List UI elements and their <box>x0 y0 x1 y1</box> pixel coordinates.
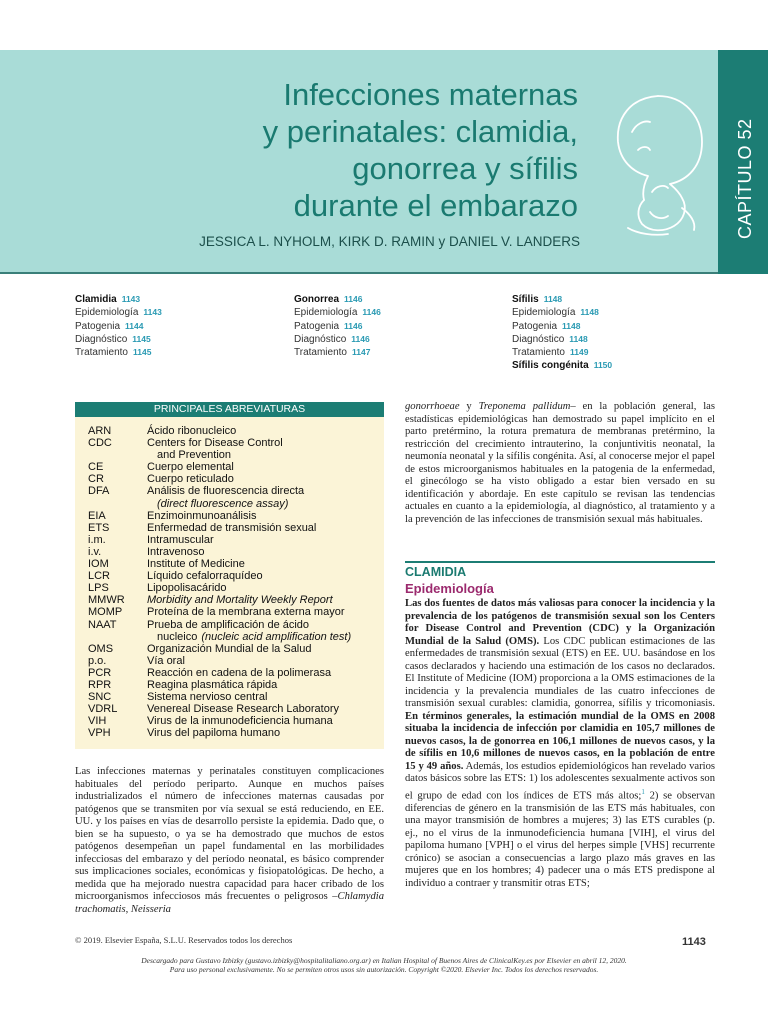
abbreviation-row <box>88 485 378 497</box>
title-line: y perinatales: clamidia, <box>262 114 578 149</box>
abbreviation-row <box>88 473 378 485</box>
download-line: Descargado para Gustavo Izbizky (gustavo.izbizky@hospitalitaliano.org.ar) en Italian Hospital of Buenos Aires de ClinicalKey.es por Elsevier en abril 12, 2020. <box>141 956 627 965</box>
intro-conj: y <box>459 401 479 412</box>
toc-entry[interactable] <box>512 359 612 372</box>
toc-entry[interactable] <box>294 293 381 306</box>
abbreviation-row <box>88 522 378 534</box>
abbreviation-row <box>88 570 378 582</box>
toc-entry[interactable] <box>75 306 162 319</box>
abbreviation-definition-text: Vía oral <box>147 654 185 667</box>
banner-rule <box>0 272 718 274</box>
abbreviation-row <box>88 594 378 606</box>
abbreviation-definition <box>147 679 378 691</box>
chapter-authors: JESSICA L. NYHOLM, KIRK D. RAMIN y DANIEL V. LANDERS <box>199 234 580 249</box>
abbreviation-code: CDC <box>88 437 112 450</box>
abbreviation-code: p.o. <box>88 654 107 667</box>
abbreviation-definition <box>147 473 378 485</box>
abbreviation-definition-text: Lipopolisacárido <box>147 582 227 595</box>
abbreviation-definition-text: Venereal Disease Research Laboratory <box>147 703 340 716</box>
toc-page: 1143 <box>143 307 162 318</box>
toc-column-sifilis <box>512 293 612 373</box>
toc-page: 1147 <box>351 347 371 358</box>
abbreviation-definition <box>147 522 378 534</box>
toc-label: Gonorrea <box>294 294 340 305</box>
abbreviation-row <box>88 425 378 437</box>
page-number: 1143 <box>682 936 706 948</box>
intro-text: Las infecciones maternas y perinatales constituyen complicaciones habituales del período periparto. Aunque en muchos países industrializados el número de infecciones maternas causadas por patógenos que se transmiten por vía sexual se está reduciendo, en EE. UU. y los países en vías de desarrollo persiste la epidemia. Dado que, o bien se ha supuesto, o ya se ha demostrado que muchos de estos patógenos desempeñan un papel fundamental en las morbilidades infecciosas del embarazo y del período neonatal, es básico comprender sus implicaciones sociales, económicas y fisiopatológicas. De hecho, a medida que ha mejorado nuestra capacidad para hacer cribado de los microorganismos infecciosos más frecuentes o peligrosos – <box>75 766 384 902</box>
abbreviation-code: LCR <box>88 570 111 583</box>
abbreviation-code: VPH <box>88 727 111 740</box>
toc-page: 1145 <box>132 347 152 358</box>
toc-page: 1148 <box>580 307 599 318</box>
abbreviation-code: IOM <box>88 558 109 571</box>
intro-italic: gonorrhoeae <box>405 401 460 412</box>
toc-page: 1146 <box>344 294 363 304</box>
toc-label: Epidemiología <box>512 307 576 319</box>
abbreviation-code: OMS <box>88 642 114 655</box>
toc-entry[interactable] <box>75 346 162 359</box>
abbreviation-definition <box>147 461 378 473</box>
abbreviation-definition-text: Líquido cefalorraquídeo <box>147 570 263 583</box>
abbreviation-definition <box>147 437 378 449</box>
intro-paragraph-right <box>405 401 715 526</box>
abbreviation-row <box>88 510 378 522</box>
toc-entry[interactable] <box>294 346 381 359</box>
footnote-ref[interactable]: 1 <box>641 787 645 796</box>
abbreviation-row <box>88 582 378 594</box>
abbreviation-row <box>88 631 378 643</box>
abbreviation-code: VIH <box>88 715 107 728</box>
abbreviation-code: CE <box>88 461 104 474</box>
body-bold: En términos generales, la estimación mundial de la OMS en 2008 situaba la incidencia de infección por clamidia en 105,7 millones de nuevos casos, la de gonorrea en 106,1 millones de nuevos casos, y la de sífilis en 10,6 millones de nuevos casos, en la población de entre 15 y 49 años. <box>405 710 715 772</box>
abbreviation-definition <box>147 449 378 461</box>
abbreviation-code: i.v. <box>88 545 102 558</box>
toc-label: Diagnóstico <box>294 333 347 345</box>
toc-column-clamidia <box>75 293 162 359</box>
abbreviation-definition-text: Ácido ribonucleico <box>147 425 237 437</box>
abbreviation-definition <box>147 715 378 727</box>
toc-entry[interactable] <box>75 333 162 346</box>
abbreviation-definition-text: Intravenoso <box>147 545 205 558</box>
toc-label: Tratamiento <box>512 347 565 359</box>
abbreviation-definition-text: Prueba de amplificación de ácido <box>147 618 310 631</box>
abbreviation-code: EIA <box>88 509 106 522</box>
abbreviation-code: VDRL <box>88 703 118 716</box>
abbreviation-definition-text: nucleico <box>157 630 198 643</box>
toc-page: 1149 <box>569 347 589 358</box>
toc-page: 1148 <box>543 294 563 304</box>
abbreviation-definition-text: Cuerpo reticulado <box>147 473 234 486</box>
intro-italic: Chlamydia trachomatis, Neisseria <box>75 891 384 915</box>
abbreviation-definition-text: Análisis de fluorescencia directa <box>147 485 305 498</box>
toc-label: Tratamiento <box>294 347 347 359</box>
toc-page: 1148 <box>562 320 581 331</box>
abbreviation-code: LPS <box>88 582 109 595</box>
abbreviation-code: SNC <box>88 691 112 704</box>
abbreviation-definition-text: and Prevention <box>157 449 231 462</box>
abbreviation-definition <box>147 667 378 679</box>
title-line: durante el embarazo <box>293 188 578 223</box>
title-line: gonorrea y sífilis <box>352 151 578 186</box>
abbreviation-definition-text: Enfermedad de transmisión sexual <box>147 521 317 534</box>
abbreviation-definition-text: (direct fluorescence assay) <box>157 497 289 510</box>
toc-entry[interactable] <box>512 293 612 306</box>
toc-entry[interactable] <box>512 333 612 346</box>
abbreviation-row <box>88 643 378 655</box>
abbreviation-definition <box>147 582 378 594</box>
toc-page: 1146 <box>362 307 381 318</box>
abbreviation-row <box>88 619 378 631</box>
abbreviation-definition-italic: (nucleic acid amplification test) <box>201 630 352 643</box>
abbreviation-definition-text: Sistema nervioso central <box>147 691 268 704</box>
abbreviation-definition-text: Organización Mundial de la Salud <box>147 642 312 655</box>
toc-label: Diagnóstico <box>75 333 128 345</box>
abbreviation-code: i.m. <box>88 533 106 546</box>
toc-label: Clamidia <box>75 294 117 305</box>
abbreviation-definition-text: Enzimoinmunoanálisis <box>147 509 257 522</box>
abbreviation-definition <box>147 631 378 643</box>
toc-page: 1148 <box>569 333 588 344</box>
abbreviation-code: RPR <box>88 678 112 691</box>
abbreviation-code: NAAT <box>88 618 117 631</box>
intro-text: – en la población general, las estadísticas epidemiológicas han demostrado su papel implícito en el parto pretérmino, la rotura prematura de membranas pretérmino, la restricción del crecimiento intrauterino, la conjuntivitis neonatal, la neumonía neonatal y la sífilis congénita. Así, al conocerse mejor el papel de estos microorganismos habituales en la patogenia de la enfermedad, el ginecólogo se ha visto obligado a estar bien versado en su identificación y abordaje. En este capítulo se revisan las tendencias actuales en cuanto a la epidemiología, al diagnóstico, al tratamiento y a la prevención de las infecciones de transmisión sexual más habituales. <box>405 401 716 525</box>
toc-page: 1150 <box>593 360 613 371</box>
toc-page: 1146 <box>351 333 370 344</box>
abbreviation-definition <box>147 510 378 522</box>
abbreviation-row <box>88 679 378 691</box>
abbreviation-definition <box>147 570 378 582</box>
toc-label: Patogenia <box>294 320 340 332</box>
abbreviation-row <box>88 534 378 546</box>
abbreviation-definition-text: Morbidity and Mortality Weekly Report <box>147 594 333 607</box>
abbreviation-definition-text: Reacción en cadena de la polimerasa <box>147 666 332 679</box>
fetus-illustration-icon <box>598 88 716 238</box>
subsection-title: Epidemiología <box>405 581 494 596</box>
toc-page: 1146 <box>344 320 363 331</box>
abbreviation-definition-text: Intramuscular <box>147 533 214 546</box>
section-rule <box>405 561 715 563</box>
abbreviation-code <box>88 631 147 643</box>
abbreviations-list <box>88 425 378 739</box>
toc-entry[interactable] <box>75 320 162 333</box>
body-bold: Las dos fuentes de datos más valiosas para conocer la incidencia y la prevalencia de los patógenos de transmisión sexual son los Centers for Disease Control and Prevention (CDC) y la Organización Mundial de la Salud (OMS). <box>405 598 715 647</box>
toc-label: Patogenia <box>75 320 121 332</box>
abbreviation-definition <box>147 643 378 655</box>
abbreviation-definition <box>147 546 378 558</box>
abbreviation-code: CR <box>88 473 104 486</box>
abbreviation-definition-text: Proteína de la membrana externa mayor <box>147 606 345 619</box>
toc-entry[interactable] <box>294 333 381 346</box>
abbreviation-code: PCR <box>88 666 112 679</box>
abbreviation-definition <box>147 619 378 631</box>
abbreviation-definition <box>147 594 378 606</box>
toc-entry[interactable] <box>512 320 612 333</box>
abbreviation-definition <box>147 691 378 703</box>
intro-paragraph-left <box>75 766 384 916</box>
chapter-title <box>120 76 578 224</box>
abbreviation-definition-text: Institute of Medicine <box>147 558 245 571</box>
toc-label: Diagnóstico <box>512 333 565 345</box>
toc-label: Epidemiología <box>75 307 139 319</box>
toc-label: Patogenia <box>512 320 558 332</box>
abbreviation-definition-text: Reagina plasmática rápida <box>147 678 278 691</box>
toc-entry[interactable] <box>512 346 612 359</box>
abbreviation-code <box>88 449 147 461</box>
abbreviation-row <box>88 703 378 715</box>
abbreviation-definition-text: Cuerpo elemental <box>147 461 234 474</box>
abbreviation-code: MMWR <box>88 594 125 607</box>
abbreviation-row <box>88 498 378 510</box>
abbreviation-code: DFA <box>88 485 110 498</box>
copyright: © 2019. Elsevier España, S.L.U. Reservados todos los derechos <box>75 935 293 945</box>
download-line: Para uso personal exclusivamente. No se permiten otros usos sin autorización. Copyright ©2020. Elsevier Inc. Todos los derechos reservados. <box>169 965 599 974</box>
toc-page: 1145 <box>132 333 151 344</box>
abbreviation-code: MOMP <box>88 606 123 619</box>
title-line: Infecciones maternas <box>283 77 578 112</box>
abbreviation-definition <box>147 727 378 739</box>
abbreviation-row <box>88 437 378 449</box>
abbreviation-code: ARN <box>88 425 112 437</box>
abbreviation-row <box>88 715 378 727</box>
toc-label: Tratamiento <box>75 347 128 359</box>
body-text: 2) se observan diferencias de género en la transmisión de las ETS más habituales, con una mayor transmisión de hombres a mujeres; 3) las ETS curables (p. ej., no el virus de la inmunodeficiencia humana [VIH], el virus del papiloma humano [VPH] o el virus del herpes simple [VHS] recurrente crónico) se asocian a consecuencias a largo plazo más graves en las mujeres que en los hombres; 4) padecer una o más ETS predispone al individuo a contraer y transmitir otras ETS; <box>405 790 715 889</box>
abbreviation-row <box>88 655 378 667</box>
abbreviation-row <box>88 727 378 739</box>
body-text: Los CDC publican estimaciones de las enfermedades de transmisión sexual (ETS) en EE. UU. basándose en los casos declarados y haciendo una estimación de los casos no declarados. El Institute of Medicine (IOM) proporciona a la OMS estimaciones de la incidencia y la prevalencia mundiales de las cuatro infecciones de transmisión sexual curables: clamidia, gonorrea, sífilis y tricomoniasis. <box>405 635 715 709</box>
toc-label: Epidemiología <box>294 307 358 319</box>
abbreviation-definition <box>147 558 378 570</box>
abbreviation-definition <box>147 534 378 546</box>
abbreviation-definition <box>147 655 378 667</box>
toc-label: Sífilis <box>512 294 539 305</box>
intro-italic: Treponema pallidum <box>478 401 571 412</box>
abbreviation-code: ETS <box>88 521 110 534</box>
abbreviation-definition-text: Virus del papiloma humano <box>147 727 281 740</box>
abbreviation-row <box>88 606 378 618</box>
abbreviations-heading: PRINCIPALES ABREVIATURAS <box>75 402 384 417</box>
abbreviation-definition <box>147 606 378 618</box>
toc-page: 1144 <box>125 320 144 331</box>
abbreviation-row <box>88 667 378 679</box>
toc-column-gonorrea <box>294 293 381 359</box>
abbreviation-definition <box>147 703 378 715</box>
abbreviation-row <box>88 558 378 570</box>
toc-entry[interactable] <box>294 320 381 333</box>
abbreviation-definition <box>147 485 378 497</box>
download-notice <box>0 956 768 974</box>
abbreviation-row <box>88 691 378 703</box>
abbreviation-definition-text: Centers for Disease Control <box>147 437 283 450</box>
toc-label: Sífilis congénita <box>512 360 589 372</box>
abbreviation-row <box>88 546 378 558</box>
abbreviation-row <box>88 461 378 473</box>
epidemiology-paragraph <box>405 598 715 890</box>
abbreviation-row <box>88 449 378 461</box>
abbreviation-definition-text: Virus de la inmunodeficiencia humana <box>147 715 333 728</box>
abbreviation-definition <box>147 498 378 510</box>
abbreviation-definition <box>147 425 378 437</box>
toc-entry[interactable] <box>512 306 612 319</box>
section-title: CLAMIDIA <box>405 565 467 579</box>
body-text: Además, los estudios epidemiológicos han revelado varios datos básicos sobre las ETS: 1) los adolescentes sexualmente activos son el grupo de edad con los índices de ETS más altos; <box>405 760 715 802</box>
toc-page: 1143 <box>121 294 141 304</box>
abbreviation-code <box>88 498 147 510</box>
chapter-label: CAPÍTULO 52 <box>735 118 755 240</box>
toc-entry[interactable] <box>75 293 162 306</box>
toc-entry[interactable] <box>294 306 381 319</box>
